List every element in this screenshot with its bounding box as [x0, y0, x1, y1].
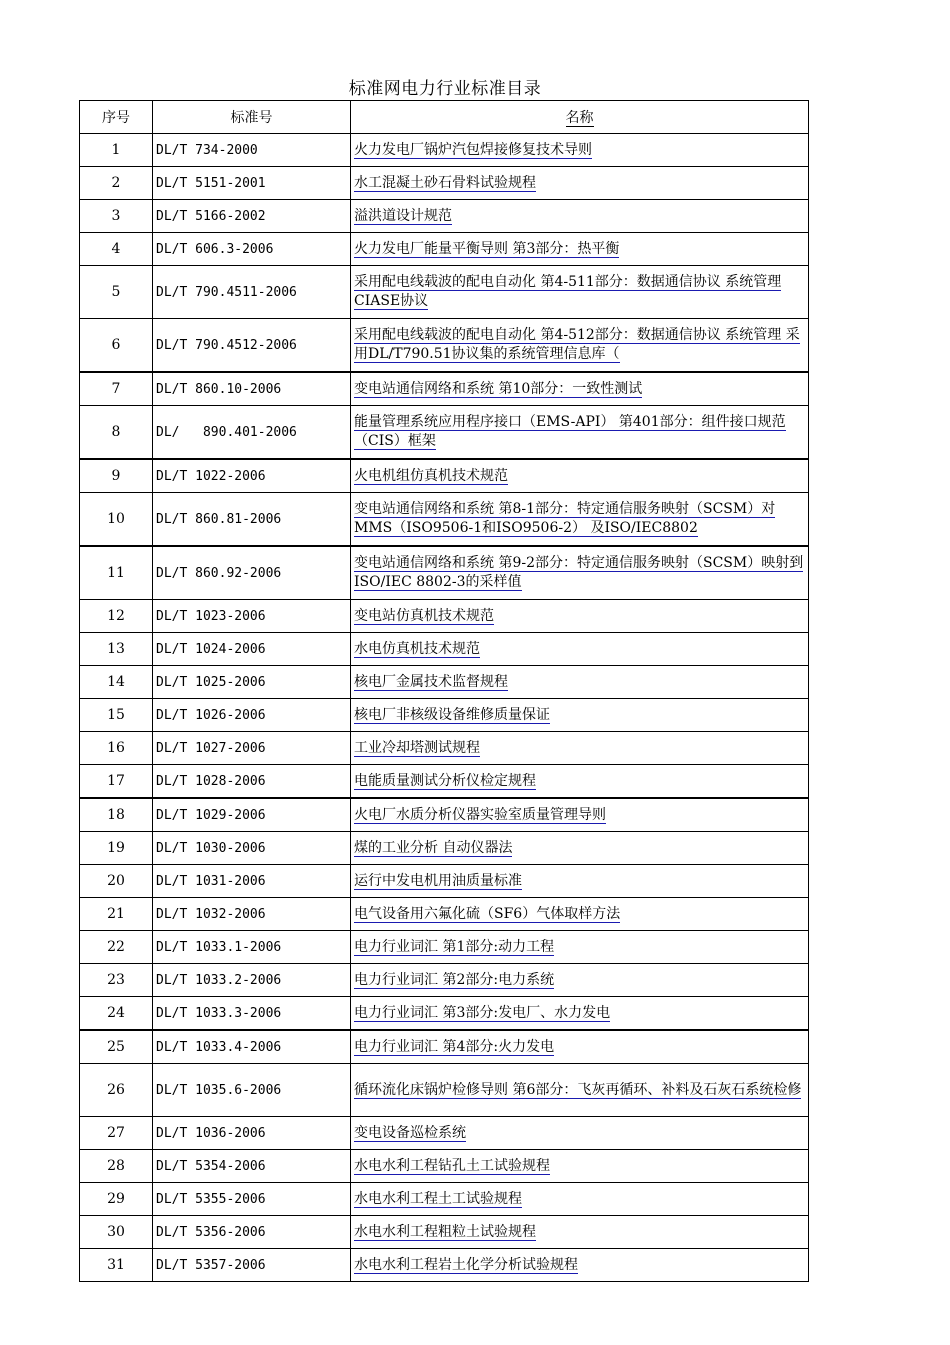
standard-code: DL/T 1032-2006	[153, 898, 351, 931]
table-row	[80, 200, 809, 233]
standard-name-link[interactable]: 变电站通信网络和系统 第8-1部分：特定通信服务映射（SCSM）对MMS（ISO9506-1和ISO9506-2） 及ISO/IEC8802	[354, 501, 776, 536]
standard-code: DL/T 790.4512-2006	[153, 319, 351, 373]
standard-code: DL/T 860.10-2006	[153, 372, 351, 406]
table-row	[80, 372, 809, 406]
standard-code: DL/T 1026-2006	[153, 699, 351, 732]
standard-name-link[interactable]: 火力发电厂能量平衡导则 第3部分：热平衡	[354, 240, 620, 257]
row-number: 1	[80, 134, 153, 167]
standard-code: DL/T 1024-2006	[153, 633, 351, 666]
standard-code: DL/T 1027-2006	[153, 732, 351, 765]
table-row	[80, 1216, 809, 1249]
table-row	[80, 1064, 809, 1117]
row-number: 10	[80, 493, 153, 547]
table-row	[80, 865, 809, 898]
standard-name-cell	[351, 832, 809, 865]
row-number: 14	[80, 666, 153, 699]
standard-code: DL/T 1030-2006	[153, 832, 351, 865]
row-number: 28	[80, 1150, 153, 1183]
standard-name-link[interactable]: 煤的工业分析 自动仪器法	[354, 839, 513, 856]
table-row	[80, 699, 809, 732]
standard-code: DL/ 890.401-2006	[153, 406, 351, 460]
table-row	[80, 493, 809, 547]
standard-name-cell	[351, 372, 809, 406]
table-row	[80, 931, 809, 964]
standard-name-link[interactable]: 水电水利工程土工试验规程	[354, 1190, 522, 1207]
standard-code: DL/T 5354-2006	[153, 1150, 351, 1183]
table-row	[80, 732, 809, 765]
row-number: 16	[80, 732, 153, 765]
standard-name-link[interactable]: 电气设备用六氟化硫（SF6）气体取样方法	[354, 905, 621, 922]
row-number: 2	[80, 167, 153, 200]
standard-code: DL/T 1033.2-2006	[153, 964, 351, 997]
standard-name-cell	[351, 167, 809, 200]
standard-name-link[interactable]: 核电厂非核级设备维修质量保证	[354, 706, 550, 723]
standard-name-cell	[351, 699, 809, 732]
standard-name-cell	[351, 1216, 809, 1249]
header-code: 标准号	[153, 101, 351, 134]
standard-name-link[interactable]: 采用配电线载波的配电自动化 第4-512部分：数据通信协议 系统管理 采用DL/T790.51协议集的系统管理信息库（	[354, 327, 800, 362]
standard-name-link[interactable]: 溢洪道设计规范	[354, 207, 452, 224]
table-row	[80, 898, 809, 931]
table-row	[80, 319, 809, 373]
table-row	[80, 266, 809, 319]
header-name-label: 名称	[565, 110, 594, 126]
standard-name-cell	[351, 200, 809, 233]
standard-name-link[interactable]: 工业冷却塔测试规程	[354, 739, 480, 756]
row-number: 7	[80, 372, 153, 406]
standard-code: DL/T 1033.4-2006	[153, 1030, 351, 1064]
table-row	[80, 1030, 809, 1064]
standard-name-cell	[351, 732, 809, 765]
row-number: 6	[80, 319, 153, 373]
standard-name-cell	[351, 1117, 809, 1150]
standard-name-cell	[351, 546, 809, 600]
table-row	[80, 546, 809, 600]
table-row	[80, 964, 809, 997]
standard-name-cell	[351, 600, 809, 633]
table-row	[80, 167, 809, 200]
standard-name-link[interactable]: 水电水利工程钻孔土工试验规程	[354, 1157, 550, 1174]
table-body	[80, 134, 809, 1282]
standard-name-cell	[351, 633, 809, 666]
row-number: 15	[80, 699, 153, 732]
standard-name-link[interactable]: 变电站通信网络和系统 第10部分：一致性测试	[354, 380, 643, 397]
standard-code: DL/T 734-2000	[153, 134, 351, 167]
standard-name-link[interactable]: 水工混凝土砂石骨料试验规程	[354, 174, 536, 191]
row-number: 3	[80, 200, 153, 233]
table-row	[80, 459, 809, 493]
standard-name-cell	[351, 765, 809, 799]
standard-code: DL/T 1033.3-2006	[153, 997, 351, 1031]
standard-name-link[interactable]: 火电机组仿真机技术规范	[354, 467, 508, 484]
standard-code: DL/T 860.92-2006	[153, 546, 351, 600]
standard-code: DL/T 1025-2006	[153, 666, 351, 699]
standard-name-cell	[351, 1249, 809, 1282]
row-number: 19	[80, 832, 153, 865]
table-row	[80, 997, 809, 1031]
standards-table	[79, 100, 809, 1282]
standard-name-cell	[351, 319, 809, 373]
row-number: 20	[80, 865, 153, 898]
standard-code: DL/T 5355-2006	[153, 1183, 351, 1216]
standard-name-cell	[351, 997, 809, 1031]
standard-name-cell	[351, 406, 809, 460]
row-number: 18	[80, 798, 153, 832]
table-row	[80, 666, 809, 699]
header-name	[351, 101, 809, 134]
standard-name-link[interactable]: 变电站通信网络和系统 第9-2部分：特定通信服务映射（SCSM）映射到ISO/IEC 8802-3的采样值	[354, 555, 804, 590]
standard-name-cell	[351, 931, 809, 964]
row-number: 27	[80, 1117, 153, 1150]
standard-code: DL/T 1033.1-2006	[153, 931, 351, 964]
row-number: 5	[80, 266, 153, 319]
standard-code: DL/T 1023-2006	[153, 600, 351, 633]
standard-name-link[interactable]: 电能质量测试分析仪检定规程	[354, 772, 536, 789]
standard-code: DL/T 606.3-2006	[153, 233, 351, 266]
table-row	[80, 134, 809, 167]
standard-name-cell	[351, 1150, 809, 1183]
row-number: 30	[80, 1216, 153, 1249]
row-number: 26	[80, 1064, 153, 1117]
table-header-row	[80, 101, 809, 134]
standard-code: DL/T 5151-2001	[153, 167, 351, 200]
standard-name-link[interactable]: 能量管理系统应用程序接口（EMS-API） 第401部分：组件接口规范（CIS）框架	[354, 414, 786, 449]
standard-name-cell	[351, 798, 809, 832]
standard-name-link[interactable]: 水电仿真机技术规范	[354, 640, 480, 657]
standard-name-cell	[351, 1183, 809, 1216]
table-row	[80, 633, 809, 666]
standard-name-link[interactable]: 电力行业词汇 第1部分:动力工程	[354, 938, 555, 955]
standard-code: DL/T 1036-2006	[153, 1117, 351, 1150]
standard-code: DL/T 5166-2002	[153, 200, 351, 233]
row-number: 29	[80, 1183, 153, 1216]
row-number: 24	[80, 997, 153, 1031]
table-row	[80, 832, 809, 865]
standard-code: DL/T 860.81-2006	[153, 493, 351, 547]
standard-name-link[interactable]: 水电水利工程粗粒土试验规程	[354, 1223, 536, 1240]
page-title: 标准网电力行业标准目录	[348, 79, 542, 99]
table-row	[80, 765, 809, 799]
row-number: 31	[80, 1249, 153, 1282]
standard-name-link[interactable]: 火电厂水质分析仪器实验室质量管理导则	[354, 806, 606, 823]
standard-name-cell	[351, 865, 809, 898]
standard-code: DL/T 1035.6-2006	[153, 1064, 351, 1117]
standard-name-link[interactable]: 火力发电厂锅炉汽包焊接修复技术导则	[354, 141, 592, 158]
standard-code: DL/T 5357-2006	[153, 1249, 351, 1282]
standard-name-link[interactable]: 电力行业词汇 第2部分:电力系统	[354, 971, 555, 988]
standard-code: DL/T 790.4511-2006	[153, 266, 351, 319]
standard-code: DL/T 1029-2006	[153, 798, 351, 832]
row-number: 13	[80, 633, 153, 666]
standard-name-cell	[351, 233, 809, 266]
standard-name-link[interactable]: 循环流化床锅炉检修导则 第6部分：飞灰再循环、补料及石灰石系统检修	[354, 1081, 802, 1098]
standard-code: DL/T 1031-2006	[153, 865, 351, 898]
table-row	[80, 1150, 809, 1183]
header-no: 序号	[80, 101, 153, 134]
standard-code: DL/T 1028-2006	[153, 765, 351, 799]
standard-name-link[interactable]: 采用配电线载波的配电自动化 第4-511部分：数据通信协议 系统管理 CIASE协议	[354, 274, 782, 309]
standard-name-link[interactable]: 变电设备巡检系统	[354, 1124, 466, 1141]
standard-code: DL/T 5356-2006	[153, 1216, 351, 1249]
standard-name-cell	[351, 1064, 809, 1117]
standard-name-cell	[351, 666, 809, 699]
row-number: 4	[80, 233, 153, 266]
row-number: 8	[80, 406, 153, 460]
standard-code: DL/T 1022-2006	[153, 459, 351, 493]
standard-name-link[interactable]: 电力行业词汇 第4部分:火力发电	[354, 1038, 555, 1055]
standard-name-cell	[351, 1030, 809, 1064]
standard-name-link[interactable]: 核电厂金属技术监督规程	[354, 673, 508, 690]
standard-name-cell	[351, 964, 809, 997]
row-number: 25	[80, 1030, 153, 1064]
row-number: 22	[80, 931, 153, 964]
row-number: 12	[80, 600, 153, 633]
row-number: 21	[80, 898, 153, 931]
standard-name-link[interactable]: 运行中发电机用油质量标准	[354, 872, 522, 889]
standard-name-cell	[351, 493, 809, 547]
table-row	[80, 798, 809, 832]
standard-name-cell	[351, 459, 809, 493]
row-number: 17	[80, 765, 153, 799]
standard-name-cell	[351, 898, 809, 931]
standard-name-link[interactable]: 电力行业词汇 第3部分:发电厂、水力发电	[354, 1004, 611, 1021]
table-row	[80, 1249, 809, 1282]
row-number: 9	[80, 459, 153, 493]
standard-name-cell	[351, 266, 809, 319]
standard-name-link[interactable]: 水电水利工程岩土化学分析试验规程	[354, 1256, 578, 1273]
table-row	[80, 233, 809, 266]
table-row	[80, 600, 809, 633]
standard-name-link[interactable]: 变电站仿真机技术规范	[354, 607, 494, 624]
standard-name-cell	[351, 134, 809, 167]
table-row	[80, 406, 809, 460]
table-row	[80, 1117, 809, 1150]
table-row	[80, 1183, 809, 1216]
row-number: 23	[80, 964, 153, 997]
row-number: 11	[80, 546, 153, 600]
